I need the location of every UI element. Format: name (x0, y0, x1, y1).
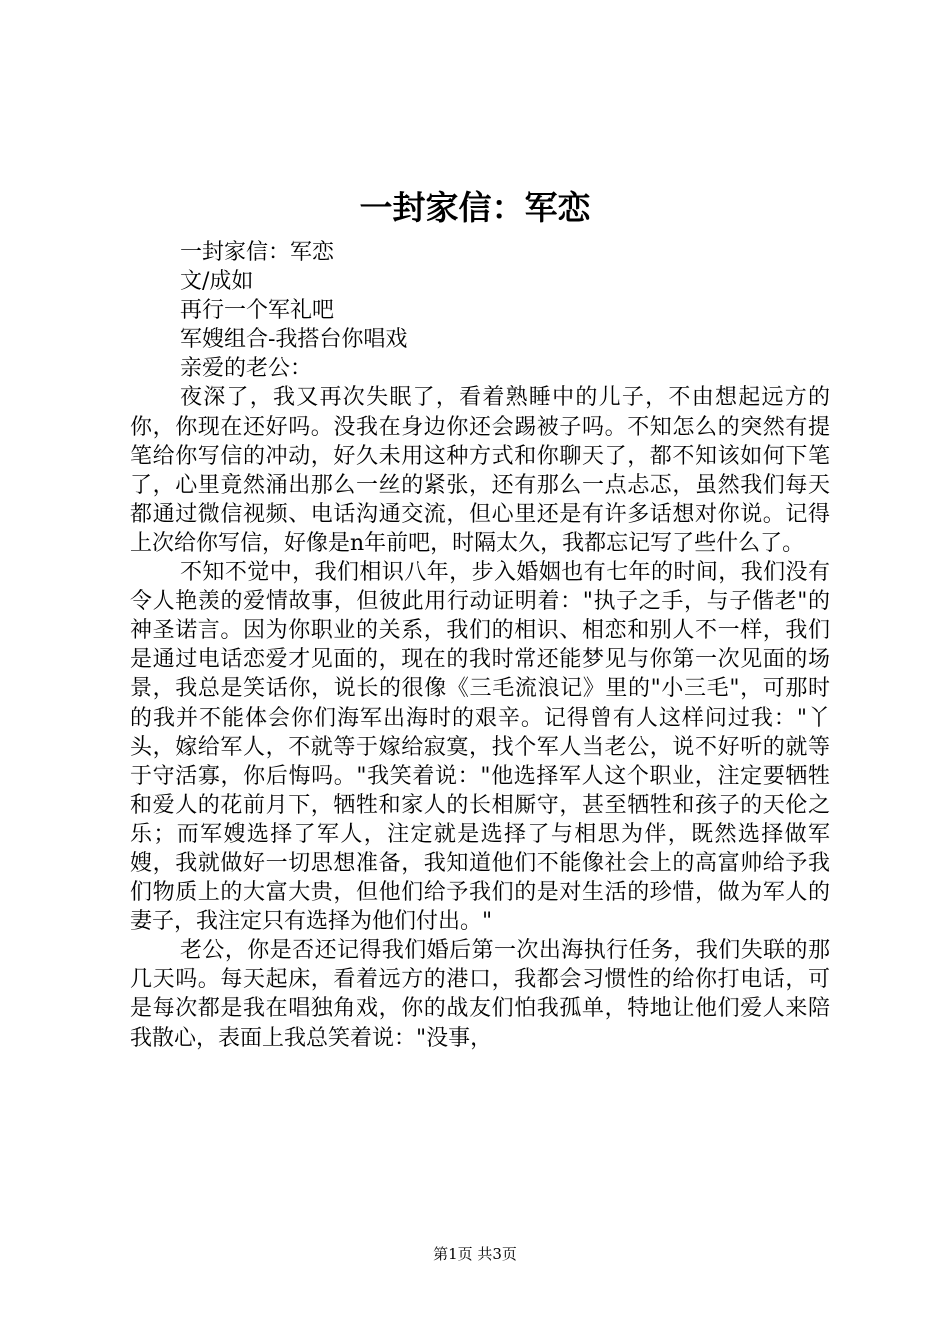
paragraph-author: 文/成如 (180, 269, 254, 295)
paragraph-body: 夜深了，我又再次失眠了，看着熟睡中的儿子，不由想起远方的你，你现在还好吗。没我在身边你还会踢被子吗。不知怎么的突然有提笔给你写信的冲动，好久未用这种方式和你聊天了，都不知该如何下笔了，心里竟然涌出那么一丝的紧张，还有那么一点忐忑，虽然我们每天都通过微信视频、电话沟通交流，但心里还是有许多话想对你说。记得上次给你写信，好像是n年前吧，时隔太久，我都忘记写了些什么了。 (130, 385, 830, 556)
document-title: 一封家信：军恋 (359, 188, 591, 227)
paragraph-line: 再行一个军礼吧 (180, 298, 335, 324)
paragraph-body: 老公，你是否还记得我们婚后第一次出海执行任务，我们失联的那几天吗。每天起床，看着远方的港口，我都会习惯性的给你打电话，可是每次都是我在唱独角戏，你的战友们怕我孤单，特地让他们爱人来陪我散心，表面上我总笑着说："没事， (130, 938, 830, 1051)
paragraph-heading: 一封家信：军恋 (180, 240, 335, 265)
document-body (130, 238, 830, 1053)
paragraph-line: 军嫂组合-我搭台你唱戏 (180, 327, 408, 353)
paragraph-salutation: 亲爱的老公： (180, 356, 313, 382)
page-footer: 第1页 共3页 (433, 1245, 517, 1263)
paragraph-body: 不知不觉中，我们相识八年，步入婚姻也有七年的时间，我们没有令人艳羡的爱情故事，但彼此用行动证明着："执子之手，与子偕老"的神圣诺言。因为你职业的关系，我们的相识、相恋和别人不一样，我们是通过电话恋爱才见面的，现在的我时常还能梦见与你第一次见面的场景，我总是笑话你，说长的很像《三毛流浪记》里的"小三毛"，可那时的我并不能体会你们海军出海时的艰辛。记得曾有人这样问过我："丫头，嫁给军人，不就等于嫁给寂寞，找个军人当老公，说不好听的就等于守活寡，你后悔吗。"我笑着说："他选择军人这个职业，注定要牺牲和爱人的花前月下，牺牲和家人的长相厮守，甚至牺牲和孩子的天伦之乐；而军嫂选择了军人，注定就是选择了与相思为伴，既然选择做军嫂，我就做好一切思想准备，我知道他们不能像社会上的高富帅给予我们物质上的大富大贵，但他们给予我们的是对生活的珍惜，做为军人的妻子，我注定只有选择为他们付出。" (130, 560, 830, 935)
